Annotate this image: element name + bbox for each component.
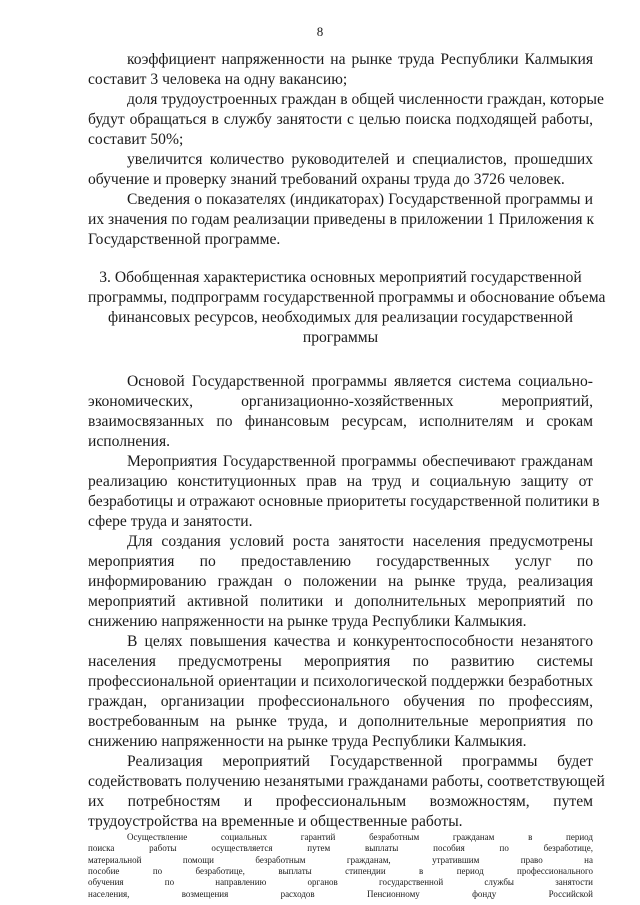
- text-line: взаимосвязанных по финансовым ресурсам, исполнителям и срокам: [88, 413, 593, 430]
- text-line: увеличится количество руководителей и специалистов, прошедших: [127, 151, 593, 168]
- text-line: граждан, организации профессионального обучения по профессиям,: [88, 693, 593, 710]
- text-line: материальной помощи безработным гражданам, утратившим право на: [88, 854, 593, 865]
- text-line: Сведения о показателях (индикаторах) Государственной программы и: [127, 191, 593, 208]
- text-line: снижению напряженности на рынке труда Республики Калмыкия.: [88, 613, 527, 630]
- text-line: трудоустройства на временные и общественные работы.: [88, 813, 463, 830]
- text-line: обучение и проверку знаний требований охраны труда до 3726 человек.: [88, 171, 565, 188]
- text-line: мероприятий активной политики и дополнительных мероприятий по: [88, 593, 593, 610]
- text-line: сфере труда и занятости.: [88, 513, 253, 530]
- text-line: Для создания условий роста занятости населения предусмотрены: [127, 533, 593, 550]
- text-line: их значения по годам реализации приведены в приложении 1 Приложения к: [88, 211, 595, 228]
- text-line: Основой Государственной программы является система социально-: [127, 373, 593, 390]
- section-heading-line: программы: [302, 329, 379, 346]
- text-line: профессиональной ориентации и психологической поддержки безработных: [88, 673, 593, 690]
- text-line: мероприятия по предоставлению государственных услуг по: [88, 553, 593, 570]
- section-heading-line: 3. Обобщенная характеристика основных мероприятий государственной: [99, 269, 582, 286]
- text-line: безработицы и отражают основные приоритеты государственной политики в: [88, 493, 600, 510]
- text-line: реализацию конституционных прав на труд и социальную защиту от: [88, 473, 593, 490]
- text-line: Осуществление социальных гарантий безработным гражданам в период: [127, 832, 593, 842]
- section-heading-line: финансовых ресурсов, необходимых для реализации государственной: [108, 309, 573, 326]
- text-line: их потребностям и профессиональным возможностям, путем: [88, 793, 593, 810]
- text-line: Реализация мероприятий Государственной программы будет: [127, 753, 593, 770]
- text-line: экономических, организационно-хозяйственных мероприятий,: [88, 393, 593, 410]
- text-line: содействовать получению незанятыми гражданами работы, соответствующей: [88, 773, 605, 790]
- text-line: пособие по безработице, выплаты стипендии в период профессионального: [88, 866, 593, 876]
- text-line: Государственной программе.: [88, 231, 281, 248]
- text-line: снижению напряженности на рынке труда Республики Калмыкия.: [88, 733, 527, 750]
- page-number: 8: [316, 24, 324, 39]
- text-line: населения предусмотрены мероприятия по развитию системы: [88, 653, 593, 670]
- text-line: поиска работы осуществляется путем выплаты пособия по безработице,: [88, 843, 593, 854]
- text-line: составит 3 человека на одну вакансию;: [88, 71, 348, 88]
- text-line: обучения по направлению органов государственной службы занятости: [88, 877, 593, 888]
- text-line: востребованным на рынке труда, и дополнительные мероприятия по: [88, 713, 593, 730]
- text-line: составит 50%;: [88, 131, 184, 148]
- text-line: информированию граждан о положении на рынке труда, реализация: [88, 573, 593, 590]
- text-line: доля трудоустроенных граждан в общей численности граждан, которые: [127, 91, 604, 108]
- text-line: населения, возмещения расходов Пенсионному фонду Российской: [88, 888, 593, 899]
- text-line: Мероприятия Государственной программы обеспечивают гражданам: [127, 453, 593, 470]
- text-line: В целях повышения качества и конкурентоспособности незанятого: [127, 633, 593, 650]
- text-line: исполнения.: [88, 433, 171, 450]
- text-line: коэффициент напряженности на рынке труда Республики Калмыкия: [127, 51, 593, 68]
- section-heading-line: программы, подпрограмм государственной программы и обоснование объема: [88, 289, 606, 306]
- text-line: будут обращаться в службу занятости с целью поиска подходящей работы,: [88, 111, 593, 128]
